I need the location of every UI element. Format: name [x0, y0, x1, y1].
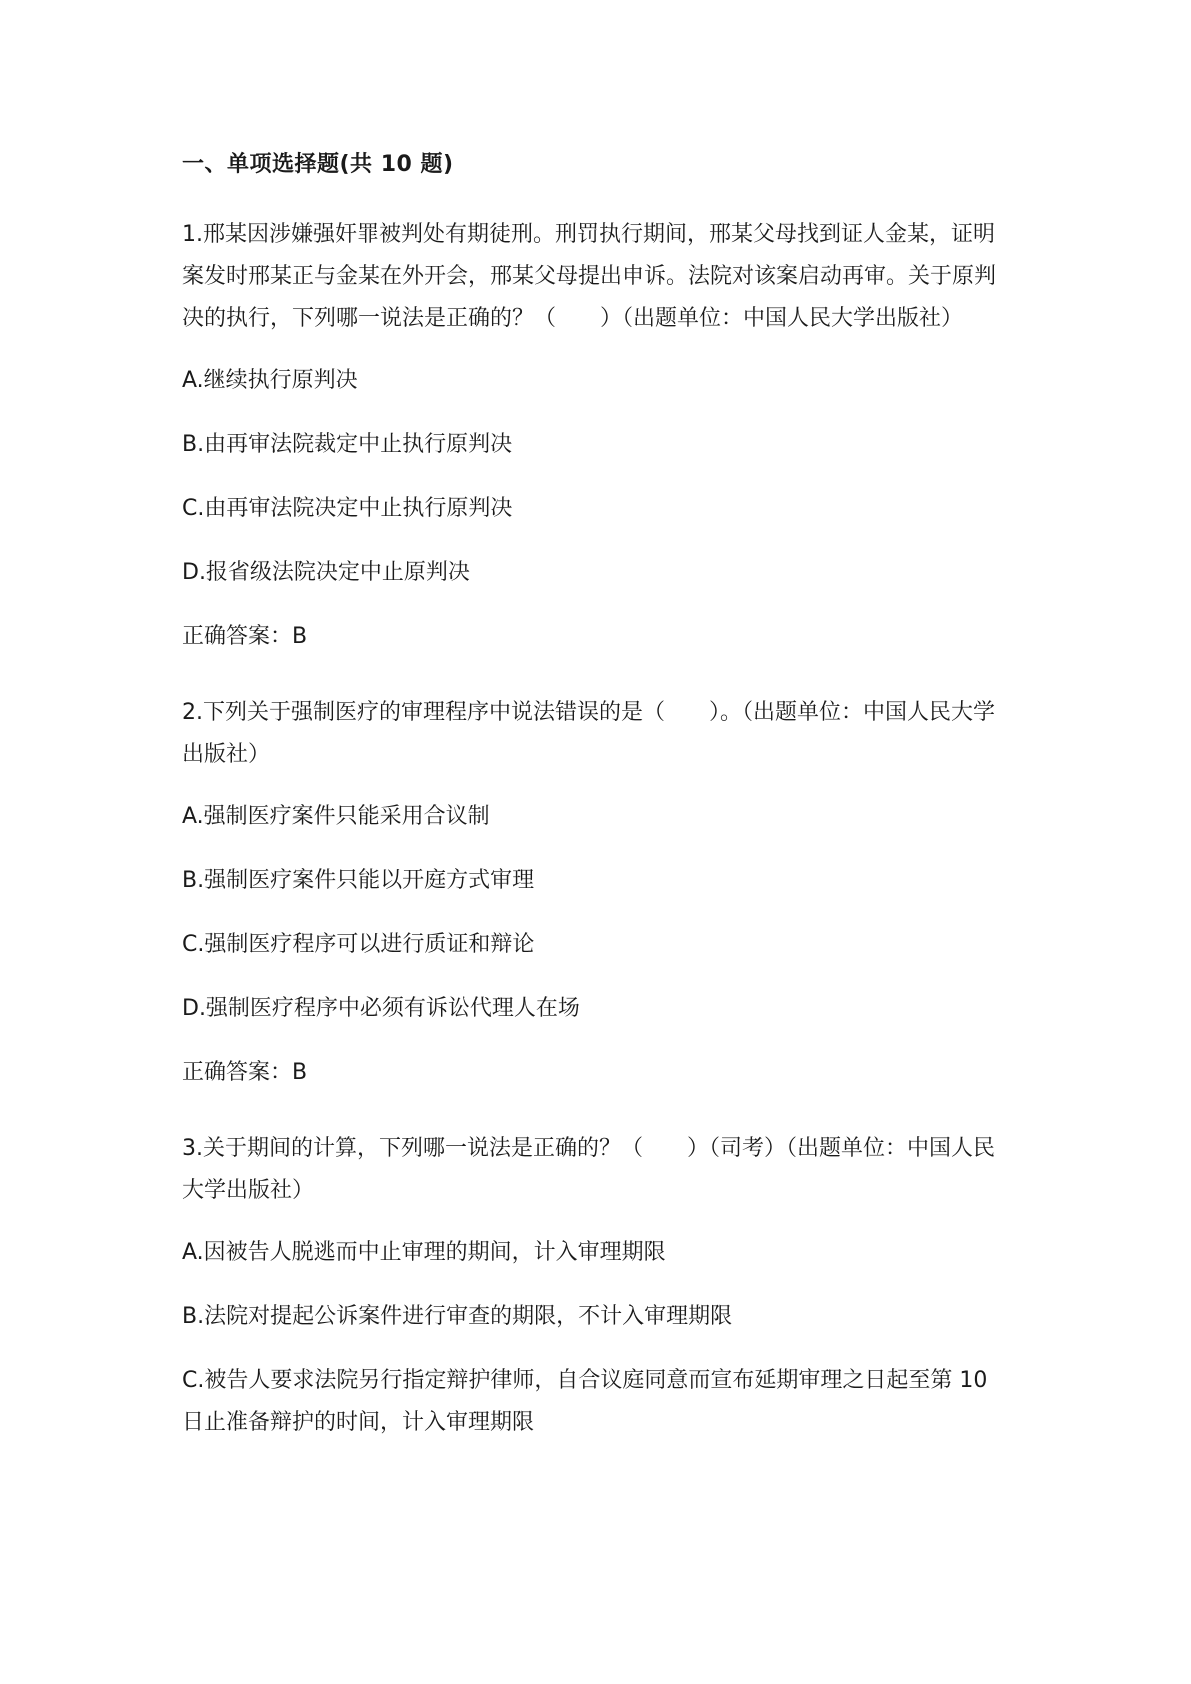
- question-block: [182, 1128, 1012, 1444]
- question-block: [182, 692, 1012, 1094]
- question-text: 1.邢某因涉嫌强奸罪被判处有期徒刑。刑罚执行期间，邢某父母找到证人金某，证明案发时邢某正与金某在外开会，邢某父母提出申诉。法院对该案启动再审。关于原判决的执行，下列哪一说法是正确的？（ ）（出题单位：中国人民大学出版社）: [182, 222, 997, 331]
- option-c: C.由再审法院决定中止执行原判决: [182, 496, 513, 521]
- question-block: [182, 214, 1012, 658]
- option-b: B.由再审法院裁定中止执行原判决: [182, 432, 513, 457]
- question-text: 3.关于期间的计算，下列哪一说法是正确的？（ ）（司考）（出题单位：中国人民大学出版社）: [182, 1136, 995, 1203]
- option-a: A.强制医疗案件只能采用合议制: [182, 804, 490, 829]
- option-d: D.强制医疗程序中必须有诉讼代理人在场: [182, 996, 580, 1021]
- document-page: [182, 150, 1012, 1466]
- option-c: C.被告人要求法院另行指定辩护律师，自合议庭同意而宣布延期审理之日起至第 10 日止准备辩护的时间，计入审理期限: [182, 1368, 988, 1435]
- correct-answer: 正确答案：B: [182, 1060, 308, 1085]
- option-c: C.强制医疗程序可以进行质证和辩论: [182, 932, 535, 957]
- question-text: 2.下列关于强制医疗的审理程序中说法错误的是（ ）。（出题单位：中国人民大学出版社）: [182, 700, 995, 767]
- section-title: 一、单项选择题(共 10 题): [182, 152, 454, 177]
- correct-answer: 正确答案：B: [182, 624, 308, 649]
- option-a: A.继续执行原判决: [182, 368, 358, 393]
- option-d: D.报省级法院决定中止原判决: [182, 560, 470, 585]
- option-b: B.强制医疗案件只能以开庭方式审理: [182, 868, 535, 893]
- option-b: B.法院对提起公诉案件进行审查的期限，不计入审理期限: [182, 1304, 733, 1329]
- option-a: A.因被告人脱逃而中止审理的期间，计入审理期限: [182, 1240, 666, 1265]
